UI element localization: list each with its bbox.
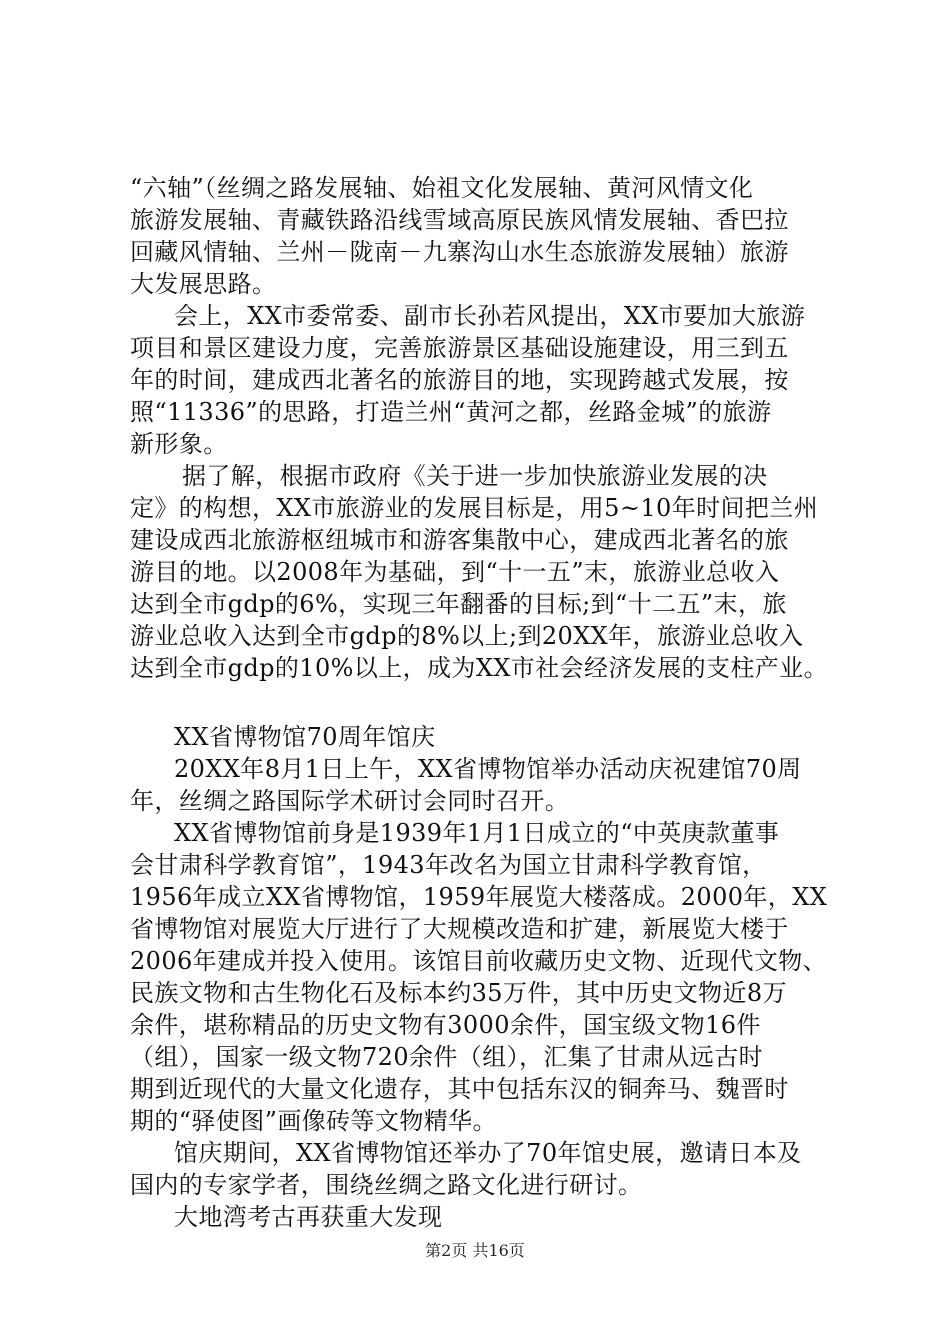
text-line: 新形象。 bbox=[130, 430, 228, 458]
text-line: 项目和景区建设力度，完善旅游景区基础设施建设，用三到五 bbox=[130, 334, 789, 362]
text-line: 省博物馆对展览大厅进行了大规模改造和扩建，新展览大楼于 bbox=[130, 915, 789, 943]
text-line: 期的“驿使图”画像砖等文物精华。 bbox=[130, 1107, 497, 1135]
text-line: 会上，XX市委常委、副市长孙若风提出，XX市要加大旅游 bbox=[174, 302, 806, 330]
text-line: 旅游发展轴、青藏铁路沿线雪域高原民族风情发展轴、香巴拉 bbox=[130, 206, 789, 234]
document-body bbox=[130, 172, 830, 1233]
text-line: 期到近现代的大量文化遗存，其中包括东汉的铜奔马、魏晋时 bbox=[130, 1075, 789, 1103]
text-line: 定》的构想，XX市旅游业的发展目标是，用5~10年时间把兰州 bbox=[130, 494, 819, 522]
text-line: 国内的专家学者，围绕丝绸之路文化进行研讨。 bbox=[130, 1171, 643, 1199]
section-heading: 大地湾考古再获重大发现 bbox=[174, 1203, 443, 1231]
text-line: 达到全市gdp的10%以上，成为XX市社会经济发展的支柱产业。 bbox=[130, 654, 829, 682]
text-line: 民族文物和古生物化石及标本约35万件，其中历史文物近8万 bbox=[130, 979, 788, 1007]
text-line: 会甘肃科学教育馆”，1943年改名为国立甘肃科学教育馆， bbox=[130, 851, 767, 879]
text-line: 年，丝绸之路国际学术研讨会同时召开。 bbox=[130, 787, 570, 815]
page-number: 第2页 共16页 bbox=[425, 1241, 525, 1260]
text-line: 达到全市gdp的6%，实现三年翻番的目标;到“十二五”末，旅 bbox=[130, 590, 787, 618]
text-line: 游目的地。以2008年为基础，到“十一五”末，旅游业总收入 bbox=[130, 558, 780, 586]
text-line: 游业总收入达到全市gdp的8%以上;到20XX年，旅游业总收入 bbox=[130, 622, 804, 650]
text-line: 大发展思路。 bbox=[130, 270, 277, 298]
text-line: 照“11336”的思路，打造兰州“黄河之都，丝路金城”的旅游 bbox=[130, 398, 772, 426]
text-line: 据了解，根据市政府《关于进一步加快旅游业发展的决 bbox=[182, 462, 768, 490]
paragraph bbox=[130, 1137, 830, 1201]
text-line: 余件，堪称精品的历史文物有3000余件，国宝级文物16件 bbox=[130, 1011, 761, 1039]
paragraph bbox=[130, 460, 830, 684]
text-line: 年的时间，建成西北著名的旅游目的地，实现跨越式发展，按 bbox=[130, 366, 789, 394]
text-line: 馆庆期间，XX省博物馆还举办了70年馆史展，邀请日本及 bbox=[174, 1139, 802, 1167]
text-line: 回藏风情轴、兰州－陇南－九寨沟山水生态旅游发展轴）旅游 bbox=[130, 238, 789, 266]
text-line: 建设成西北旅游枢纽城市和游客集散中心，建成西北著名的旅 bbox=[130, 526, 789, 554]
text-line: “六轴”（丝绸之路发展轴、始祖文化发展轴、黄河风情文化 bbox=[130, 174, 754, 202]
section-heading: XX省博物馆70周年馆庆 bbox=[174, 723, 436, 751]
text-line: 2006年建成并投入使用。该馆目前收藏历史文物、近现代文物、 bbox=[130, 947, 828, 975]
text-line: 20XX年8月1日上午，XX省博物馆举办活动庆祝建馆70周 bbox=[174, 755, 802, 783]
text-line: （组），国家一级文物720余件（组），汇集了甘肃从远古时 bbox=[130, 1043, 764, 1071]
paragraph bbox=[130, 300, 830, 460]
text-line: 1956年成立XX省博物馆，1959年展览大楼落成。2000年，XX bbox=[130, 883, 828, 911]
paragraph-gap bbox=[130, 684, 830, 721]
paragraph bbox=[130, 172, 830, 300]
text-line: XX省博物馆前身是1939年1月1日成立的“中英庚款董事 bbox=[174, 819, 780, 847]
paragraph bbox=[130, 753, 830, 817]
paragraph bbox=[130, 817, 830, 1137]
